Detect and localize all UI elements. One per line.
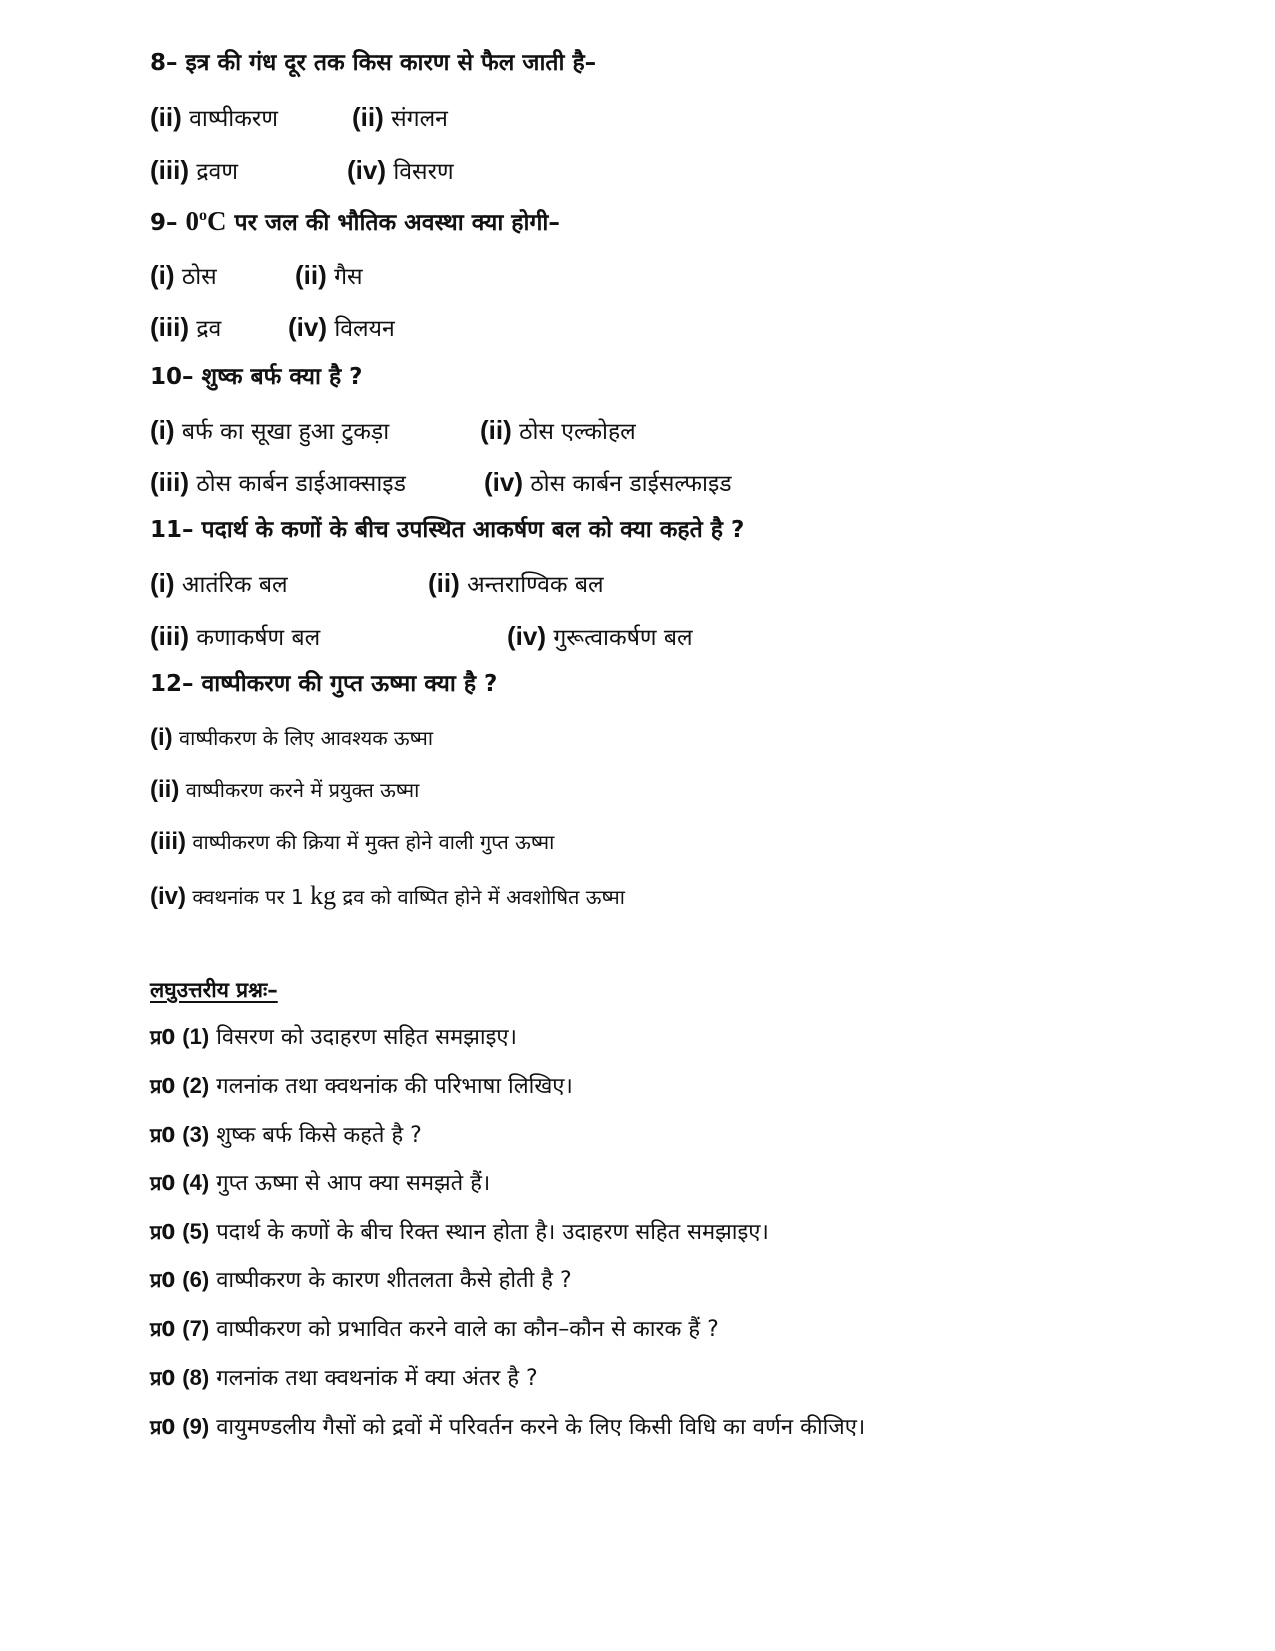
question-prefix: प्र0 <box>150 1074 176 1098</box>
item-number: (6) <box>182 1267 210 1292</box>
q10-option-1-number: (i) <box>150 415 175 445</box>
q9-option-1-text: ठोस <box>181 264 217 290</box>
q12-option-1-text: वाष्पीकरण के लिए आवश्यक ऊष्मा <box>179 726 434 750</box>
item-number: (9) <box>182 1414 210 1439</box>
q10-option-4-text: ठोस कार्बन डाईसल्फाइड <box>530 471 732 497</box>
q12-option-3 <box>150 830 554 854</box>
short-answer-item-1 <box>150 1026 517 1049</box>
q10-option-3-text: ठोस कार्बन डाईआक्साइड <box>196 471 406 497</box>
item-text: वाष्पीकरण को प्रभावित करने वाले का कौन–कौन से कारक हैं ? <box>216 1317 719 1342</box>
q9-prefix: 9– <box>150 210 178 236</box>
q11-option-1-number: (i) <box>150 568 175 598</box>
q12-option-3-text: वाष्पीकरण की क्रिया में मुक्त होने वाली गुप्त ऊष्मा <box>192 830 555 854</box>
question-prefix: प्र0 <box>150 1268 176 1292</box>
q11-option-2-number: (ii) <box>428 568 460 598</box>
item-number: (8) <box>182 1365 210 1390</box>
question-prefix: प्र0 <box>150 1123 176 1147</box>
item-number: (4) <box>182 1170 210 1195</box>
q9-text: पर जल की भौतिक अवस्था क्या होगी– <box>234 210 560 236</box>
q11-option-3-text: कणाकर्षण बल <box>196 625 321 651</box>
question-prefix: प्र0 <box>150 1025 176 1049</box>
q8-option-1-number: (ii) <box>150 102 182 132</box>
q10-option-4-number: (iv) <box>484 467 523 497</box>
question-10: 10– शुष्क बर्फ क्या है ? <box>150 364 363 390</box>
item-text: विसरण को उदाहरण सहित समझाइए। <box>216 1025 517 1050</box>
q11-option-4-text: गुरूत्वाकर्षण बल <box>553 625 693 651</box>
item-text: पदार्थ के कणों के बीच रिक्त स्थान होता है। उदाहरण सहित समझाइए। <box>216 1220 769 1245</box>
question-9 <box>150 208 560 235</box>
q8-option-1-text: वाष्पीकरण <box>189 106 278 132</box>
q10-option-1-text: बर्फ का सूखा हुआ टुकड़ा <box>181 419 390 445</box>
q8-option-2-text: संगलन <box>391 106 448 132</box>
short-answer-item-3 <box>150 1124 422 1147</box>
q9-option-4-text: विलयन <box>334 316 395 342</box>
q9-temperature: 0$^o$C <box>185 206 227 236</box>
q12-option-1-number: (i) <box>150 724 173 751</box>
item-text: गलनांक तथा क्वथनांक की परिभाषा लिखिए। <box>216 1074 573 1099</box>
q11-option-1-text: आतंरिक बल <box>181 572 288 598</box>
q11-option-2-text: अन्तराण्विक बल <box>467 572 604 598</box>
q9-option-2-number: (ii) <box>295 260 327 290</box>
item-number: (7) <box>182 1316 210 1341</box>
question-prefix: प्र0 <box>150 1415 176 1439</box>
short-answer-item-7 <box>150 1318 719 1341</box>
q8-option-4-text: विसरण <box>393 159 454 185</box>
item-text: शुष्क बर्फ किसे कहते है ? <box>216 1123 422 1148</box>
q8-option-3-number: (iii) <box>150 155 189 185</box>
q9-option-3-text: द्रव <box>196 316 222 342</box>
q10-option-3-number: (iii) <box>150 467 189 497</box>
item-number: (5) <box>182 1219 210 1244</box>
q12-option-3-number: (iii) <box>150 828 186 855</box>
short-answer-item-4 <box>150 1172 490 1195</box>
short-answer-item-8 <box>150 1367 538 1390</box>
q10-option-2-text: ठोस एल्कोहल <box>519 419 636 445</box>
question-12: 12– वाष्पीकरण की गुप्त ऊष्मा क्या है ? <box>150 671 498 697</box>
item-text: वाष्पीकरण के कारण शीतलता कैसे होती है ? <box>216 1268 572 1293</box>
q10-option-2-number: (ii) <box>480 415 512 445</box>
q12-option-4-text-post: द्रव को वाष्पित होने में अवशोषित ऊष्मा <box>342 885 625 909</box>
q11-option-3-number: (iii) <box>150 621 189 651</box>
item-number: (1) <box>182 1024 210 1049</box>
short-answer-item-5 <box>150 1221 769 1244</box>
q12-option-2-number: (ii) <box>150 776 180 803</box>
short-answer-heading: लघुउत्तरीय प्रश्नः– <box>150 978 278 1002</box>
question-prefix: प्र0 <box>150 1171 176 1195</box>
question-prefix: प्र0 <box>150 1317 176 1341</box>
q9-option-4-number: (iv) <box>288 312 327 342</box>
q8-option-4-number: (iv) <box>347 155 386 185</box>
item-text: गुप्त ऊष्मा से आप क्या समझते हैं। <box>216 1171 491 1196</box>
q12-option-2-text: वाष्पीकरण करने में प्रयुक्त ऊष्मा <box>185 778 420 802</box>
q12-option-4-text-pre: क्वथनांक पर 1 <box>192 885 304 909</box>
short-answer-item-9 <box>150 1416 865 1439</box>
q12-option-2 <box>150 778 419 802</box>
short-answer-item-6 <box>150 1269 572 1292</box>
q9-option-1-number: (i) <box>150 260 175 290</box>
item-text: वायुमण्डलीय गैसों को द्रवों में परिवर्तन करने के लिए किसी विधि का वर्णन कीजिए। <box>216 1415 866 1440</box>
q11-option-4-number: (iv) <box>507 621 546 651</box>
q9-option-3-number: (iii) <box>150 312 189 342</box>
item-number: (3) <box>182 1122 210 1147</box>
question-11: 11– पदार्थ के कणों के बीच उपस्थित आकर्षण बल को क्या कहते है ? <box>150 517 745 543</box>
q9-option-2-text: गैस <box>334 264 363 290</box>
q12-option-4-unit: kg <box>310 881 337 910</box>
question-8: 8– इत्र की गंध दूर तक किस कारण से फैल जाती है– <box>150 50 597 76</box>
q8-option-3-text: द्रवण <box>196 159 238 185</box>
q12-option-4 <box>150 883 625 909</box>
q12-option-1 <box>150 726 433 750</box>
q8-option-2-number: (ii) <box>352 102 384 132</box>
question-prefix: प्र0 <box>150 1220 176 1244</box>
q12-option-4-number: (iv) <box>150 883 186 910</box>
short-answer-item-2 <box>150 1075 573 1098</box>
question-prefix: प्र0 <box>150 1366 176 1390</box>
item-number: (2) <box>182 1073 210 1098</box>
item-text: गलनांक तथा क्वथनांक में क्या अंतर है ? <box>216 1366 538 1391</box>
